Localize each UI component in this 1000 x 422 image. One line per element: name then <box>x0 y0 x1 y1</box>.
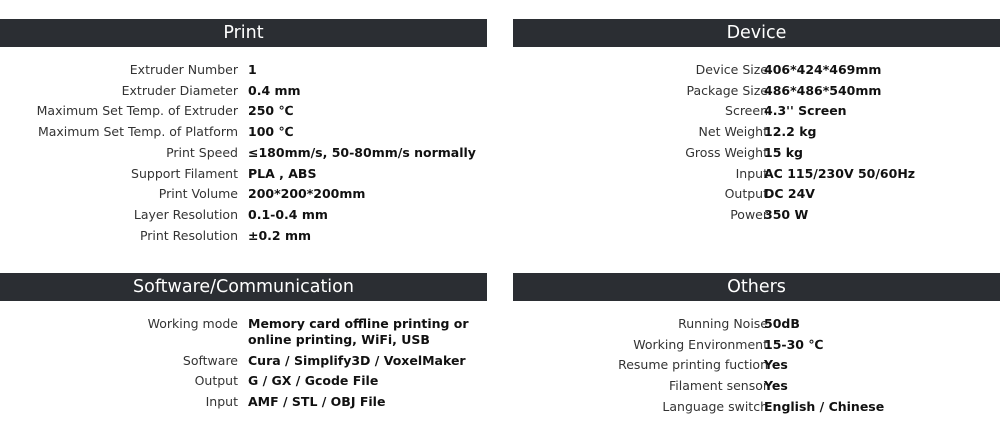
spec-label: Net Weight <box>698 124 768 140</box>
spec-label: Filament sensor <box>669 378 768 394</box>
spec-label: Input <box>205 393 238 409</box>
section-header-device: Device <box>513 19 1000 47</box>
others-section <box>513 273 1000 414</box>
spec-value: G / GX / Gcode File <box>248 373 379 389</box>
spec-label: Resume printing fuction <box>618 357 768 373</box>
print-section <box>0 19 487 243</box>
spec-value: 4.3'' Screen <box>764 103 847 119</box>
spec-value: 12.2 kg <box>764 124 817 140</box>
spec-row <box>513 207 1000 228</box>
spec-label: Power <box>730 206 768 222</box>
spec-label: Running Noise <box>678 316 768 331</box>
spec-row <box>513 399 1000 420</box>
spec-row <box>0 394 487 415</box>
spec-label: Screen <box>725 103 768 119</box>
spec-label: Package Size <box>686 82 768 98</box>
spec-label: Device Size <box>695 62 768 77</box>
spec-row <box>513 124 1000 145</box>
spec-value: 406*424*469mm <box>764 62 882 77</box>
spec-row <box>0 316 487 352</box>
spec-value: 350 W <box>764 206 809 222</box>
spec-row <box>0 186 487 207</box>
spec-value: 50dB <box>764 316 800 331</box>
spec-label: Gross Weight <box>685 144 768 160</box>
spec-value: DC 24V <box>764 186 815 202</box>
spec-row <box>0 373 487 394</box>
spec-value: 486*486*540mm <box>764 82 882 98</box>
spec-value: 15-30 ℃ <box>764 336 824 352</box>
spec-label: Output <box>724 186 768 202</box>
spec-row <box>513 316 1000 337</box>
spec-row <box>0 83 487 104</box>
spec-value: AC 115/230V 50/60Hz <box>764 165 916 181</box>
spec-value: 100 ℃ <box>248 124 294 140</box>
spec-row <box>0 228 487 249</box>
section-header-print: Print <box>0 19 487 47</box>
spec-label: Output <box>194 373 238 389</box>
spec-value: PLA , ABS <box>248 165 317 181</box>
spec-value: 200*200*200mm <box>248 186 366 202</box>
spec-row <box>513 357 1000 378</box>
spec-label: Extruder Diameter <box>121 82 238 98</box>
spec-label: Maximum Set Temp. of Platform <box>37 124 238 140</box>
section-header-software-communication: Software/Communication <box>0 273 487 301</box>
spec-label: Extruder Number <box>129 62 238 77</box>
spec-row <box>0 166 487 187</box>
spec-label: Input <box>735 165 768 181</box>
spec-row <box>513 103 1000 124</box>
spec-value: AMF / STL / OBJ File <box>248 393 386 409</box>
spec-label: Working Environment <box>633 336 768 352</box>
spec-label: Working mode <box>147 316 238 331</box>
spec-row <box>0 353 487 374</box>
spec-row <box>0 103 487 124</box>
spec-label: Support Filament <box>131 165 238 181</box>
spec-row <box>513 83 1000 104</box>
spec-value: 1 <box>248 62 257 77</box>
spec-value: 15 kg <box>764 144 804 160</box>
spec-label: Software <box>182 352 238 368</box>
spec-value: 250 ℃ <box>248 103 294 119</box>
software-communication-section <box>0 273 487 409</box>
device-section <box>513 19 1000 222</box>
section-header-others: Others <box>513 273 1000 301</box>
spec-row <box>513 378 1000 399</box>
spec-row <box>513 337 1000 358</box>
spec-row <box>513 186 1000 207</box>
spec-value: 0.1-0.4 mm <box>248 206 328 222</box>
spec-row <box>0 145 487 166</box>
spec-row <box>513 145 1000 166</box>
spec-label: Print Resolution <box>139 227 238 243</box>
spec-row <box>513 62 1000 83</box>
spec-value: ±0.2 mm <box>248 227 312 243</box>
spec-label: Print Volume <box>158 186 238 202</box>
spec-row <box>513 166 1000 187</box>
spec-row <box>0 207 487 228</box>
spec-label: Language switch <box>662 398 768 414</box>
spec-value: ≤180mm/s, 50-80mm/s normally <box>248 144 476 160</box>
spec-label: Layer Resolution <box>133 206 238 222</box>
spec-label: Print Speed <box>166 144 238 160</box>
spec-row <box>0 62 487 83</box>
spec-value: 0.4 mm <box>248 82 301 98</box>
spec-value: Yes <box>764 378 788 394</box>
spec-label: Maximum Set Temp. of Extruder <box>36 103 238 119</box>
spec-value: Yes <box>764 357 788 373</box>
spec-value: English / Chinese <box>764 398 885 414</box>
spec-row <box>0 124 487 145</box>
spec-value: Memory card offline printing or online printing, WiFi, USB <box>248 316 469 347</box>
spec-value: Cura / Simplify3D / VoxelMaker <box>248 352 466 368</box>
